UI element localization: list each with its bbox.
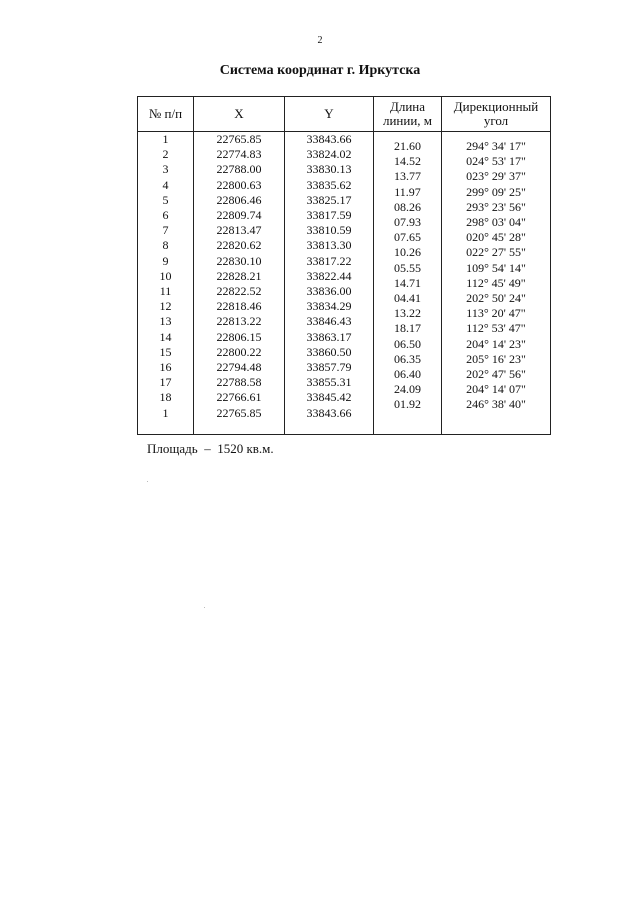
direction-angle-cell: 023° 29' 37"	[466, 169, 526, 184]
point-number-cell: 10	[159, 268, 172, 283]
line-length-cell: 07.93	[394, 215, 421, 230]
direction-angle-cell: 294° 34' 17"	[466, 139, 526, 153]
x-coordinate-cell: 22800.22	[216, 344, 262, 359]
line-length-cell: 14.52	[394, 154, 421, 169]
x-coordinate-cell: 22788.00	[216, 162, 262, 177]
x-column	[194, 132, 284, 421]
direction-angle-cell: 112° 53' 47"	[466, 321, 526, 336]
x-coordinate-cell: 22765.85	[216, 132, 262, 146]
line-length-cell: 10.26	[394, 245, 421, 260]
line-length-cell: 06.50	[394, 336, 421, 351]
direction-angle-cell: 204° 14' 23"	[466, 336, 526, 351]
direction-angle-cell: 113° 20' 47"	[466, 306, 526, 321]
line-length-cell: 04.41	[394, 291, 421, 306]
x-coordinate-cell: 22766.61	[216, 390, 262, 405]
y-coordinate-cell: 33843.66	[306, 405, 352, 420]
direction-angle-cell: 020° 45' 28"	[466, 230, 526, 245]
point-number-cell: 7	[162, 223, 169, 238]
header-point-number: № п/п	[148, 106, 183, 121]
x-coordinate-cell: 22828.21	[216, 268, 262, 283]
y-coordinate-cell: 33836.00	[306, 284, 352, 299]
point-number-cell: 18	[159, 390, 172, 405]
scan-speck	[204, 607, 205, 608]
x-coordinate-cell: 22800.63	[216, 177, 262, 192]
direction-angle-cell: 202° 50' 24"	[466, 291, 526, 306]
direction-angle-cell: 205° 16' 23"	[466, 351, 526, 366]
y-column	[285, 132, 373, 421]
header-x: X	[234, 106, 244, 121]
y-coordinate-cell: 33855.31	[306, 375, 352, 390]
line-length-cell: 05.55	[394, 260, 421, 275]
point-number-cell: 5	[162, 192, 169, 207]
point-number-cell: 6	[162, 208, 169, 223]
header-length-line2: линии, м	[382, 113, 433, 128]
point-number-cell: 1	[162, 132, 169, 146]
area-summary: Площадь – 1520 кв.м.	[147, 441, 274, 456]
point-number-cell: 2	[162, 147, 169, 162]
point-number-cell: 3	[162, 162, 169, 177]
point-number-cell: 17	[159, 375, 172, 390]
direction-angle-cell: 204° 14' 07"	[466, 382, 526, 397]
y-coordinate-cell: 33824.02	[306, 147, 352, 162]
y-coordinate-cell: 33817.59	[306, 208, 352, 223]
x-coordinate-cell: 22830.10	[216, 253, 262, 268]
point-number-cell: 9	[162, 253, 169, 268]
x-coordinate-cell: 22813.47	[216, 223, 262, 238]
x-coordinate-cell: 22806.15	[216, 329, 262, 344]
line-length-cell: 06.35	[394, 351, 421, 366]
page-number: 2	[317, 35, 323, 46]
x-coordinate-cell: 22822.52	[216, 284, 262, 299]
point-number-cell: 12	[159, 299, 172, 314]
x-coordinate-cell: 22806.46	[216, 192, 262, 207]
line-length-cell: 24.09	[394, 382, 421, 397]
scan-speck	[147, 481, 148, 482]
direction-angle-cell: 202° 47' 56"	[466, 367, 526, 382]
line-length-cell: 13.77	[394, 169, 421, 184]
y-coordinate-cell: 33843.66	[306, 132, 352, 146]
header-length	[374, 97, 441, 131]
direction-angle-cell: 298° 03' 04"	[466, 215, 526, 230]
y-coordinate-cell: 33830.13	[306, 162, 352, 177]
line-length-cell: 07.65	[394, 230, 421, 245]
y-coordinate-cell: 33822.44	[306, 268, 352, 283]
header-direction-angle	[442, 97, 550, 131]
y-coordinate-cell: 33860.50	[306, 344, 352, 359]
y-coordinate-cell: 33845.42	[306, 390, 352, 405]
point-number-cell: 14	[159, 329, 172, 344]
length-column	[374, 139, 441, 413]
line-length-cell: 11.97	[394, 184, 421, 199]
line-length-cell: 01.92	[394, 397, 421, 412]
x-coordinate-cell: 22818.46	[216, 299, 262, 314]
direction-angle-cell: 246° 38' 40"	[466, 397, 526, 412]
x-coordinate-cell: 22820.62	[216, 238, 262, 253]
direction-angle-column	[442, 139, 550, 413]
direction-angle-cell: 112° 45' 49"	[466, 275, 526, 290]
y-coordinate-cell: 33825.17	[306, 192, 352, 207]
x-coordinate-cell: 22774.83	[216, 147, 262, 162]
header-length-line1: Длина	[389, 99, 426, 114]
x-coordinate-cell: 22813.22	[216, 314, 262, 329]
point-number-cell: 1	[162, 405, 169, 420]
y-coordinate-cell: 33835.62	[306, 177, 352, 192]
point-number-cell: 16	[159, 360, 172, 375]
x-coordinate-cell: 22794.48	[216, 360, 262, 375]
point-number-cell: 11	[159, 284, 172, 299]
header-y: Y	[324, 106, 334, 121]
line-length-cell: 21.60	[394, 139, 421, 153]
direction-angle-cell: 109° 54' 14"	[466, 260, 526, 275]
y-coordinate-cell: 33846.43	[306, 314, 352, 329]
x-coordinate-cell: 22809.74	[216, 208, 262, 223]
header-angle-line2: угол	[483, 113, 509, 128]
point-number-cell: 4	[162, 177, 169, 192]
y-coordinate-cell: 33817.22	[306, 253, 352, 268]
document-title: Система координат г. Иркутска	[219, 63, 421, 78]
x-coordinate-cell: 22765.85	[216, 405, 262, 420]
point-number-column	[138, 132, 193, 421]
header-angle-line1: Дирекционный	[453, 99, 539, 114]
y-coordinate-cell: 33810.59	[306, 223, 352, 238]
y-coordinate-cell: 33813.30	[306, 238, 352, 253]
x-coordinate-cell: 22788.58	[216, 375, 262, 390]
line-length-cell: 13.22	[394, 306, 421, 321]
coordinates-table	[137, 96, 551, 435]
line-length-cell: 06.40	[394, 367, 421, 382]
y-coordinate-cell: 33857.79	[306, 360, 352, 375]
point-number-cell: 8	[162, 238, 169, 253]
y-coordinate-cell: 33834.29	[306, 299, 352, 314]
y-coordinate-cell: 33863.17	[306, 329, 352, 344]
direction-angle-cell: 024° 53' 17"	[466, 154, 526, 169]
direction-angle-cell: 293° 23' 56"	[466, 199, 526, 214]
line-length-cell: 14.71	[394, 275, 421, 290]
line-length-cell: 18.17	[394, 321, 421, 336]
point-number-cell: 13	[159, 314, 172, 329]
line-length-cell: 08.26	[394, 199, 421, 214]
direction-angle-cell: 022° 27' 55"	[466, 245, 526, 260]
point-number-cell: 15	[159, 344, 172, 359]
direction-angle-cell: 299° 09' 25"	[466, 184, 526, 199]
